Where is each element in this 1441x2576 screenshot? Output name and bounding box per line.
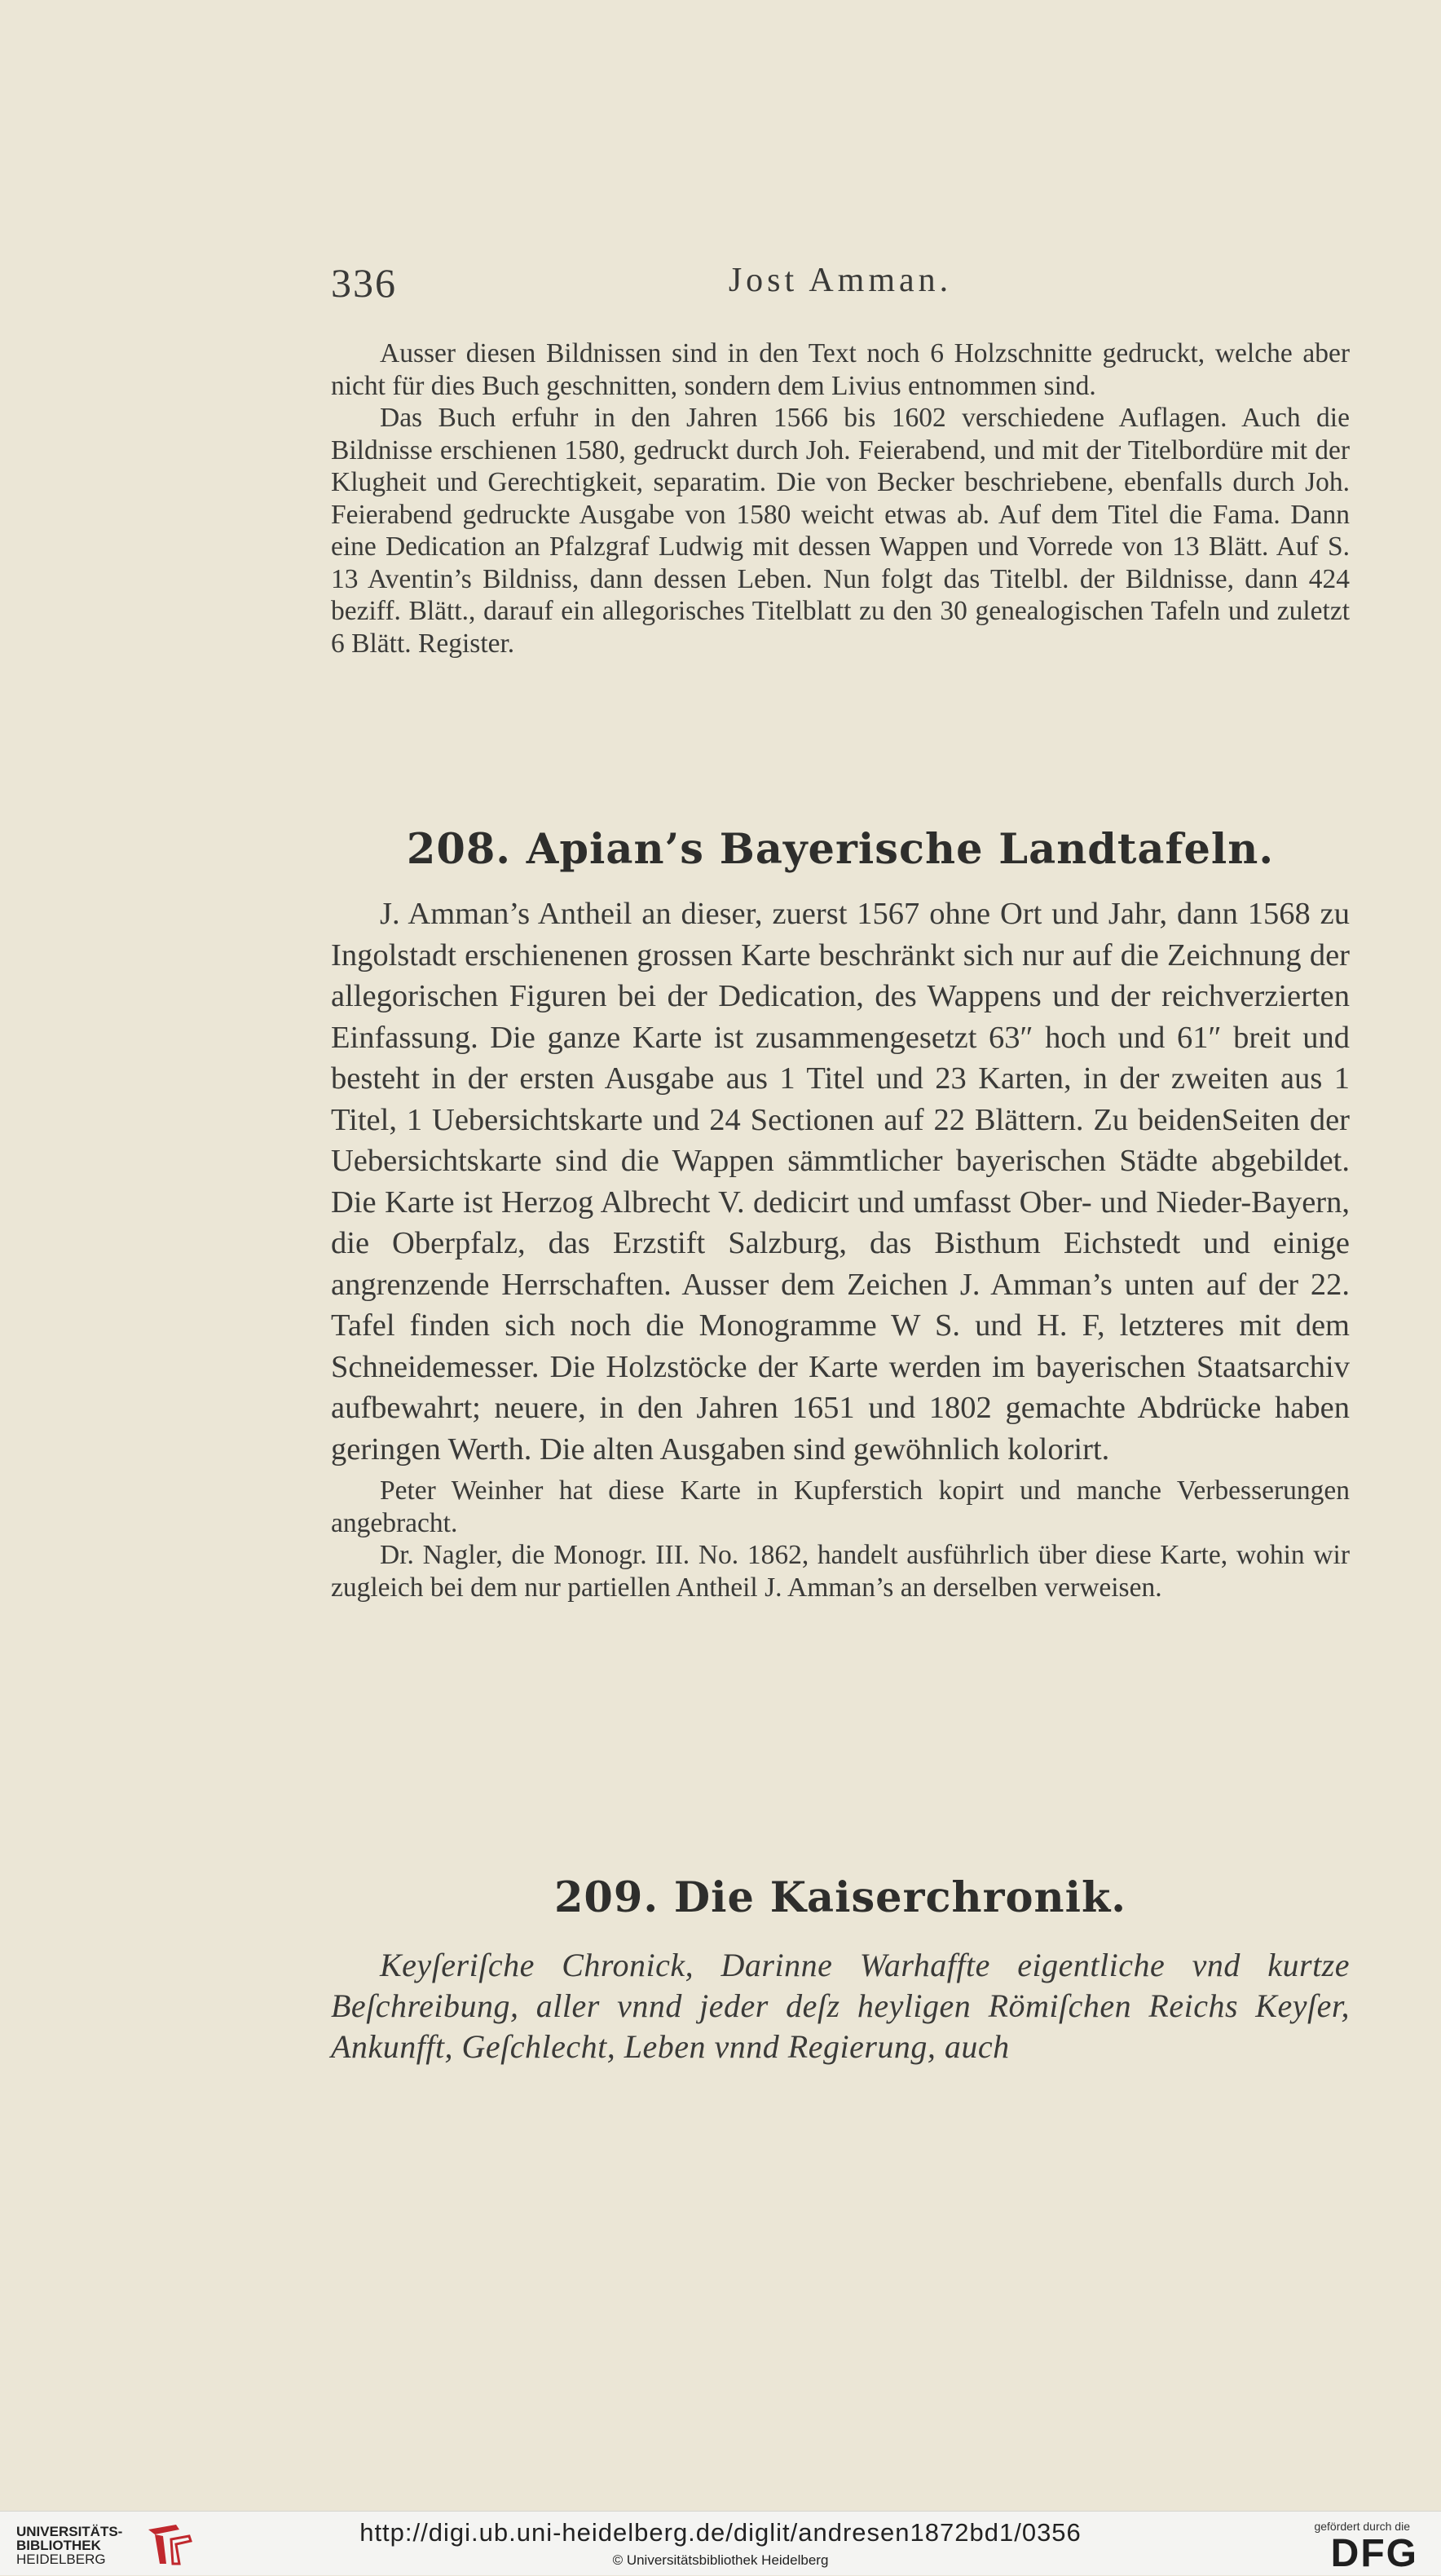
- running-head: Jost Amman.: [728, 262, 953, 299]
- library-name-line: UNIVERSITÄTS-: [16, 2524, 123, 2539]
- section-208-paragraph: J. Amman’s Antheil an dieser, zuerst 1567 ohne Ort und Jahr, dann 1568 zu Ingolstadt erschienenen grossen Karte beschränkt sich nur auf die Zeichnung der allegorischen Figuren bei der Dedication, des Wappens und der reichverzierten Einfassung. Die ganze Karte ist zusammengesetzt 63″ hoch und 61″ breit und besteht in der ersten Ausgabe aus 1 Titel und 23 Karten, in der zweiten aus 1 Titel, 1 Uebersichtskarte und 24 Sectionen auf 22 Blättern. Zu beidenSeiten der Uebersichtskarte sind die Wappen sämmtlicher bayerischen Städte abgebildet. Die Karte ist Herzog Albrecht V. dedicirt und umfasst Ober- und Nieder-Bayern, die Oberpfalz, das Erzstift Salzburg, das Bisthum Eichstedt und einige angrenzende Herrschaften. Ausser dem Zeichen J. Amman’s unten auf der 22. Tafel finden sich noch die Monogramme W S. und H. F, letzteres mit dem Schneidemesser. Die Holzstöcke der Karte werden im bayerischen Staatsarchiv aufbewahrt; neuere, in den Jahren 1651 und 1802 gemachte Abdrücke haben geringen Werth. Die alten Ausgaben sind gewöhnlich kolorirt.: [331, 897, 1350, 1467]
- section-208-title: 208. Apian’s Bayerische Landtafeln.: [406, 825, 1275, 874]
- page-number: 336: [331, 260, 397, 306]
- section-209-title: 209. Die Kaiserchronik.: [553, 1873, 1127, 1922]
- footer-bar: [0, 2511, 1441, 2575]
- section-208-note: Peter Weinher hat diese Karte in Kupferstich kopirt und manche Verbesserungen angebracht.: [331, 1475, 1350, 1538]
- footer-copyright: © Universitätsbibliothek Heidelberg: [612, 2552, 829, 2568]
- library-name-line: BIBLIOTHEK: [16, 2538, 101, 2553]
- section-208-body: [331, 893, 1350, 1603]
- section-209-body: [331, 1945, 1350, 2067]
- page-header: [331, 259, 1350, 316]
- funding-label: gefördert durch die: [1314, 2520, 1410, 2533]
- library-name-line: HEIDELBERG: [16, 2552, 106, 2567]
- section-208-note: Dr. Nagler, die Monogr. III. No. 1862, handelt ausführlich über diese Karte, wohin wir zugleich bei dem nur partiellen Antheil J. Amman’s an derselben verweisen.: [331, 1540, 1350, 1603]
- dfg-logo: DFG: [1330, 2532, 1418, 2575]
- intro-paragraph: Ausser diesen Bildnissen sind in den Text noch 6 Holzschnitte gedruckt, welche aber nicht für dies Buch geschnitten, sondern dem Livius entnommen sind.: [331, 338, 1350, 401]
- intro-text: [331, 337, 1350, 659]
- footer-url-link[interactable]: http://digi.ub.uni-heidelberg.de/diglit/andresen1872bd1/0356: [359, 2518, 1082, 2547]
- intro-paragraph: Das Buch erfuhr in den Jahren 1566 bis 1602 verschiedene Auflagen. Auch die Bildnisse erschienen 1580, gedruckt durch Joh. Feierabend, und mit der Titelbordüre mit der Klugheit und Gerechtigkeit, separatim. Die von Becker beschriebene, ebenfalls durch Joh. Feierabend gedruckte Ausgabe von 1580 weicht etwas ab. Auf dem Titel die Fama. Dann eine Dedication an Pfalzgraf Ludwig mit dessen Wappen und Vorrede von 13 Blätt. Auf S. 13 Aventin’s Bildniss, dann dessen Leben. Nun folgt das Titelbl. der Bildnisse, dann 424 beziff. Blätt., darauf ein allegorisches Titelblatt zu den 30 genealogischen Tafeln und zuletzt 6 Blätt. Register.: [331, 403, 1350, 659]
- section-209-italic-paragraph: Keyſeriſche Chronick, Darinne Warhaffte eigentliche vnd kurtze Beſchreibung, aller vnnd jeder deſz heyligen Römiſchen Reichs Keyſer, Ankunfft, Geſchlecht, Leben vnnd Regierung, auch: [331, 1947, 1350, 2065]
